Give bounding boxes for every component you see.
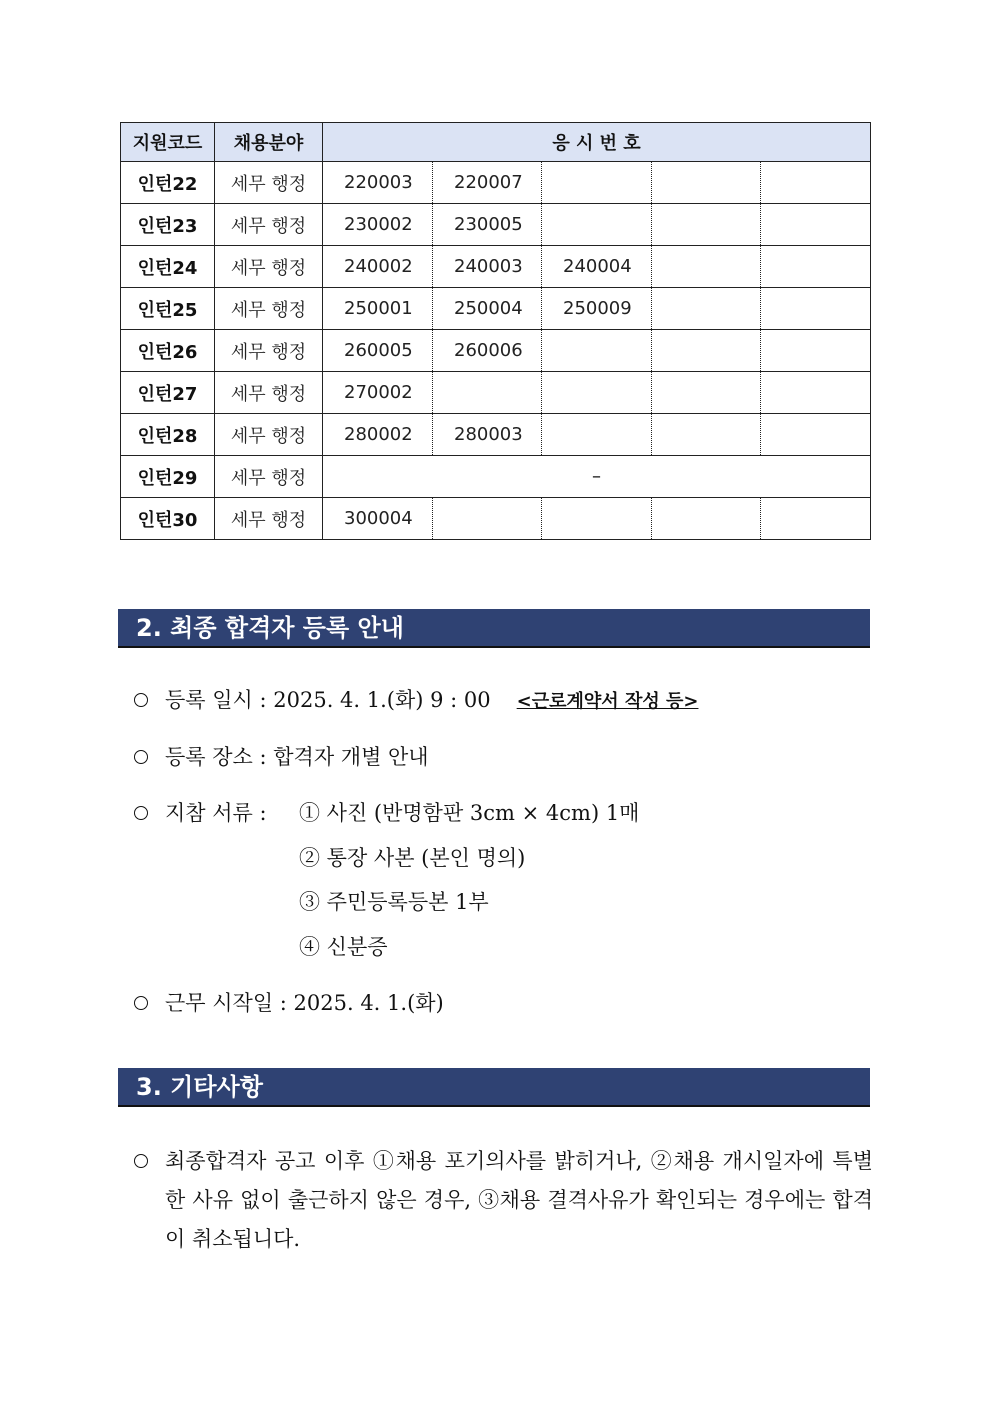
applicant-number-cell: 230005	[433, 204, 542, 246]
support-code-cell: 인턴25	[121, 288, 215, 330]
support-code-cell: 인턴22	[121, 162, 215, 204]
table-row	[121, 162, 871, 204]
document-item: ④ 신분증	[299, 935, 388, 959]
applicant-number-cell: 240004	[542, 246, 652, 288]
applicant-number-cell: 250009	[542, 288, 652, 330]
table-header-row	[121, 123, 871, 162]
field-cell: 세무 행정	[215, 162, 323, 204]
applicant-number-cell	[542, 372, 652, 414]
applicant-number-cell	[542, 204, 652, 246]
applicant-number-cell: 280002	[323, 414, 433, 456]
applicant-number-cell: 240002	[323, 246, 433, 288]
document-item: ② 통장 사본 (본인 명의)	[299, 846, 526, 870]
field-cell: 세무 행정	[215, 204, 323, 246]
table-row	[121, 204, 871, 246]
applicant-number-cell: 260005	[323, 330, 433, 372]
applicant-number-cell: 230002	[323, 204, 433, 246]
applicant-number-cell	[542, 498, 652, 540]
table-row	[121, 330, 871, 372]
document-item: ③ 주민등록등본 1부	[299, 890, 489, 914]
header-field: 채용분야	[215, 123, 323, 162]
table-row	[121, 456, 871, 498]
support-code-cell: 인턴23	[121, 204, 215, 246]
applicant-number-cell: 250004	[433, 288, 542, 330]
applicant-number-cell: 280003	[433, 414, 542, 456]
field-cell: 세무 행정	[215, 498, 323, 540]
section-3-title: 3. 기타사항	[118, 1068, 870, 1107]
section-2-title: 2. 최종 합격자 등록 안내	[118, 609, 870, 648]
table-row	[121, 414, 871, 456]
applicant-number-cell: 270002	[323, 372, 433, 414]
bullet-icon	[134, 806, 148, 820]
bullet-icon	[134, 1154, 148, 1168]
applicant-number-cell	[761, 246, 871, 288]
work-start-date: 근무 시작일 : 2025. 4. 1.(화)	[165, 991, 444, 1015]
applicant-number-cell	[652, 246, 761, 288]
support-code-cell: 인턴29	[121, 456, 215, 498]
registration-date: 등록 일시 : 2025. 4. 1.(화) 9 : 00	[165, 688, 491, 712]
applicant-number-cell	[761, 162, 871, 204]
applicant-number-cell	[542, 330, 652, 372]
table-row	[121, 288, 871, 330]
bullet-icon	[134, 750, 148, 764]
applicant-number-cell	[652, 414, 761, 456]
cancellation-notice: 최종합격자 공고 이후 ①채용 포기의사를 밝히거나, ②채용 개시일자에 특별한 사유 없이 출근하지 않은 경우, ③채용 결격사유가 확인되는 경우에는 합격이 취소됩니다.	[165, 1149, 873, 1251]
table-body	[121, 162, 871, 540]
table-row	[121, 372, 871, 414]
support-code-cell: 인턴24	[121, 246, 215, 288]
applicant-number-cell: 260006	[433, 330, 542, 372]
registration-note: <근로계약서 작성 등>	[516, 691, 699, 712]
applicant-number-cell	[652, 498, 761, 540]
support-code-cell: 인턴30	[121, 498, 215, 540]
field-cell: 세무 행정	[215, 246, 323, 288]
documents-label: 지참 서류 :	[165, 801, 267, 825]
applicant-number-cell: 220007	[433, 162, 542, 204]
field-cell: 세무 행정	[215, 330, 323, 372]
field-cell: 세무 행정	[215, 456, 323, 498]
applicant-number-cell	[652, 204, 761, 246]
table-row	[121, 498, 871, 540]
registration-place: 등록 장소 : 합격자 개별 안내	[165, 745, 429, 769]
applicant-number-cell	[652, 288, 761, 330]
field-cell: 세무 행정	[215, 414, 323, 456]
applicant-number-table	[120, 122, 871, 540]
applicant-number-cell: 220003	[323, 162, 433, 204]
applicant-number-cell	[433, 498, 542, 540]
applicant-number-cell: 300004	[323, 498, 433, 540]
applicant-number-cell	[761, 204, 871, 246]
field-cell: 세무 행정	[215, 372, 323, 414]
applicant-number-cell	[652, 330, 761, 372]
applicant-number-cell: 240003	[433, 246, 542, 288]
bullet-icon	[134, 996, 148, 1010]
registration-date-line	[165, 685, 698, 717]
applicant-number-cell	[761, 372, 871, 414]
field-cell: 세무 행정	[215, 288, 323, 330]
applicant-number-cell	[652, 162, 761, 204]
header-code: 지원코드	[121, 123, 215, 162]
applicant-number-cell	[542, 414, 652, 456]
header-numbers: 응 시 번 호	[323, 123, 871, 162]
support-code-cell: 인턴28	[121, 414, 215, 456]
applicant-number-cell	[433, 372, 542, 414]
applicant-number-cell	[761, 288, 871, 330]
support-code-cell: 인턴27	[121, 372, 215, 414]
applicant-number-cell: 250001	[323, 288, 433, 330]
table-row	[121, 246, 871, 288]
applicant-number-cell	[652, 372, 761, 414]
bullet-icon	[134, 693, 148, 707]
document-item: ① 사진 (반명함판 3cm × 4cm) 1매	[299, 801, 640, 825]
applicant-number-cell	[761, 330, 871, 372]
support-code-cell: 인턴26	[121, 330, 215, 372]
no-applicant-cell: –	[323, 456, 871, 498]
applicant-number-cell	[542, 162, 652, 204]
applicant-number-cell	[761, 498, 871, 540]
applicant-number-cell	[761, 414, 871, 456]
